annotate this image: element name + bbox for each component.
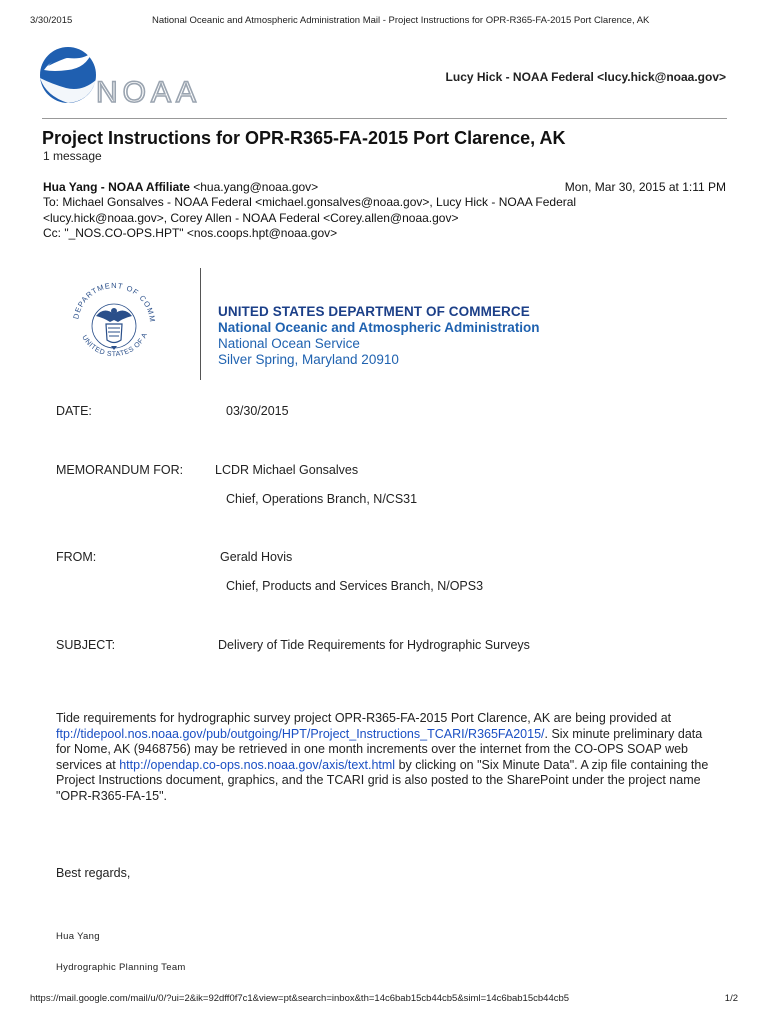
letterhead-agency: National Oceanic and Atmospheric Administration: [218, 320, 540, 335]
signature-name: Hua Yang: [56, 931, 100, 942]
letterhead-office: National Ocean Service: [218, 336, 360, 351]
recipients-line-1: To: Michael Gonsalves - NOAA Federal <michael.gonsalves@noaa.gov>, Lucy Hick - NOAA Federal: [43, 195, 577, 209]
sender-address: <hua.yang@noaa.gov>: [189, 180, 319, 194]
message-count: 1 message: [43, 149, 102, 163]
memo-from-name: Gerald Hovis: [220, 550, 293, 564]
seal-text-top: DEPARTMENT OF COMM: [71, 280, 158, 324]
memo-from-title: Chief, Products and Services Branch, N/OPS3: [226, 579, 484, 593]
memo-date-value: 03/30/2015: [226, 404, 289, 418]
memo-subject-value: Delivery of Tide Requirements for Hydrographic Surveys: [218, 638, 530, 652]
email-subject: Project Instructions for OPR-R365-FA-2015 Port Clarence, AK: [42, 128, 566, 148]
letterhead-divider: [200, 268, 201, 380]
body-part-3: by clicking on "Six Minute Data". A zip file containing the Project Instructions document, graphics, and the TCARI grid is also posted to the SharePoint under the project name "OPR-R365-FA-15".: [56, 757, 709, 803]
tidepool-ftp-link[interactable]: ftp://tidepool.nos.noaa.gov/pub/outgoing/HPT/Project_Instructions_TCARI/R365FA2015/: [56, 726, 545, 741]
memo-for-name: LCDR Michael Gonsalves: [215, 463, 359, 477]
memo-date-label: DATE:: [56, 404, 92, 418]
seal-text-bottom: UNITED STATES OF A: [80, 331, 150, 359]
memo-body: [56, 711, 716, 804]
print-footer-url: https://mail.google.com/mail/u/0/?ui=2&ik=92dff0f7c1&view=pt&search=inbox&th=14c6bab15cb44cb5&siml=14c6bab15cb44cb5: [30, 993, 570, 1004]
opendap-link[interactable]: http://opendap.co-ops.nos.noaa.gov/axis/text.html: [119, 757, 396, 772]
sender-name: Hua Yang - NOAA Affiliate: [43, 180, 190, 194]
closing-regards: Best regards,: [56, 866, 131, 880]
email-sender: [43, 180, 318, 194]
body-part-2: . Six minute preliminary data for Nome, AK (9468756) may be retrieved in one month increments over the internet from the CO-OPS SOAP web services at: [56, 726, 703, 772]
noaa-logo-text: NOAA: [96, 76, 202, 109]
account-label: Lucy Hick - NOAA Federal <lucy.hick@noaa.gov>: [445, 70, 726, 84]
email-recipients: [43, 195, 643, 226]
department-of-commerce-seal-icon: [66, 278, 162, 375]
memo-subject-label: SUBJECT:: [56, 638, 116, 652]
print-date: 3/30/2015: [30, 15, 73, 26]
letterhead-department: UNITED STATES DEPARTMENT OF COMMERCE: [218, 304, 530, 319]
email-cc: Cc: "_NOS.CO-OPS.HPT" <nos.coops.hpt@noaa.gov>: [43, 226, 338, 240]
letterhead-address: Silver Spring, Maryland 20910: [218, 352, 399, 367]
body-part-1: Tide requirements for hydrographic survey project OPR-R365-FA-2015 Port Clarence, AK are being provided at: [56, 711, 672, 725]
memo-for-label: MEMORANDUM FOR:: [56, 463, 184, 477]
noaa-logo-icon: [38, 44, 202, 113]
memo-from-label: FROM:: [56, 550, 97, 564]
header-divider: [42, 118, 727, 119]
email-date: Mon, Mar 30, 2015 at 1:11 PM: [564, 180, 726, 194]
recipients-line-2: <lucy.hick@noaa.gov>, Corey Allen - NOAA Federal <Corey.allen@noaa.gov>: [43, 210, 459, 225]
print-page-number: 1/2: [724, 993, 738, 1004]
memo-for-title: Chief, Operations Branch, N/CS31: [226, 492, 418, 506]
signature-team: Hydrographic Planning Team: [56, 962, 186, 973]
print-title: National Oceanic and Atmospheric Administration Mail - Project Instructions for OPR-R365-FA-2015 Port Clarence, AK: [152, 15, 650, 26]
